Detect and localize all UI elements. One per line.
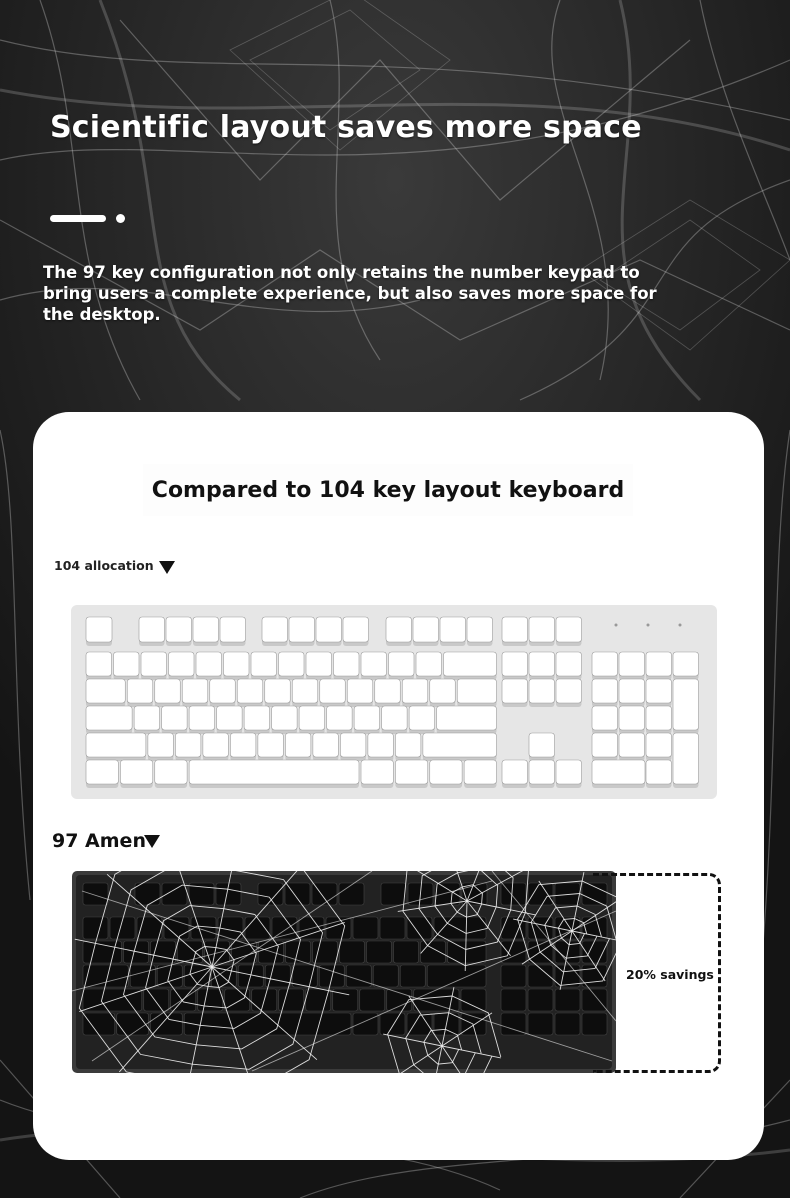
label-104-allocation: 104 allocation <box>54 558 154 573</box>
comparison-title: Compared to 104 key layout keyboard <box>143 464 633 516</box>
savings-label: 20% savings <box>626 967 714 982</box>
pager-dot <box>116 214 125 223</box>
hero-description: The 97 key configuration not only retains the number keypad to bring users a complete experience, but also saves more space for the desktop. <box>43 263 657 324</box>
triangle-down-icon <box>144 835 160 848</box>
triangle-down-icon <box>159 561 175 574</box>
keyboard-97-image <box>72 871 616 1073</box>
label-97-amen: 97 Amen <box>52 830 146 852</box>
hero-title: Scientific layout saves more space <box>50 110 642 145</box>
keyboard-104-image <box>71 605 717 799</box>
comparison-card <box>33 412 764 1160</box>
pager-active-bar <box>50 215 106 222</box>
